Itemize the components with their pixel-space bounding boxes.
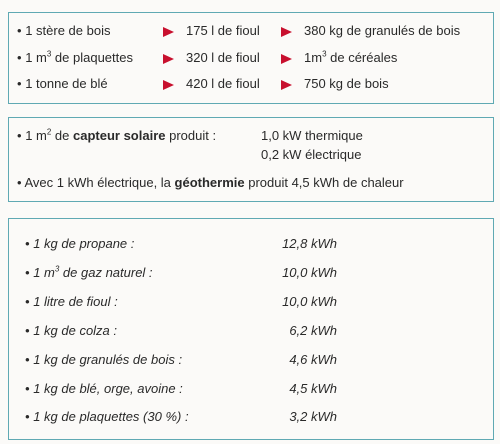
superscript: 2 xyxy=(46,127,52,137)
energy-row-value: 10,0 kWh xyxy=(282,265,337,280)
bullet: • xyxy=(25,381,30,396)
energy-row-value: 3,2 kWh xyxy=(289,409,337,424)
energy-row-value: 10,0 kWh xyxy=(282,294,337,309)
energy-label-text: 1 kg de granulés de bois : xyxy=(33,352,183,367)
bullet: • xyxy=(25,409,30,424)
bullet: • xyxy=(17,175,22,190)
bullet: • xyxy=(17,76,22,91)
bullet: • xyxy=(17,128,22,143)
solar-line xyxy=(17,128,216,143)
superscript: 3 xyxy=(46,49,52,59)
equivalence-other-text: 1m xyxy=(304,50,323,65)
energy-row-label xyxy=(25,352,182,367)
solar-text: 1 m xyxy=(25,128,47,143)
bullet: • xyxy=(25,323,30,338)
superscript: 3 xyxy=(54,264,60,274)
energy-label-text: 1 m xyxy=(33,265,55,280)
equivalence-fuel: 175 l de fioul xyxy=(186,23,260,38)
equivalence-other-text: de céréales xyxy=(326,50,398,65)
equivalence-source-text: de plaquettes xyxy=(51,50,133,65)
equivalence-other: 380 kg de granulés de bois xyxy=(304,23,461,38)
solar-thermal-value: 1,0 kW thermique xyxy=(261,128,363,143)
geothermal-keyword: géothermie xyxy=(174,175,245,190)
energy-row-value: 4,6 kWh xyxy=(289,352,337,367)
equivalence-other: 750 kg de bois xyxy=(304,76,389,91)
equivalence-source-text: 1 stère de bois xyxy=(25,23,111,38)
energy-row-label xyxy=(25,265,153,280)
bullet: • xyxy=(25,352,30,367)
equivalence-other xyxy=(304,50,397,65)
bullet: • xyxy=(25,294,30,309)
bullet: • xyxy=(17,50,22,65)
equivalence-source xyxy=(17,76,108,91)
energy-row-label xyxy=(25,323,117,338)
energy-label-text: de gaz naturel : xyxy=(59,265,153,280)
energy-label-text: 1 litre de fioul : xyxy=(33,294,118,309)
solar-text: produit : xyxy=(165,128,217,143)
energy-row-label xyxy=(25,381,183,396)
energy-row-label xyxy=(25,294,118,309)
energy-row-label xyxy=(25,236,134,251)
red-arrow-icon xyxy=(163,54,174,64)
solar-text: de xyxy=(51,128,73,143)
geothermal-text: produit 4,5 kWh de chaleur xyxy=(244,175,404,190)
energy-label-text: 1 kg de blé, orge, avoine : xyxy=(33,381,183,396)
red-arrow-icon xyxy=(281,80,292,90)
equivalence-fuel: 320 l de fioul xyxy=(186,50,260,65)
bullet: • xyxy=(25,236,30,251)
red-arrow-icon xyxy=(281,27,292,37)
energy-label-text: 1 kg de plaquettes (30 %) : xyxy=(33,409,189,424)
solar-keyword: capteur solaire xyxy=(73,128,166,143)
energy-label-text: 1 kg de colza : xyxy=(33,323,118,338)
red-arrow-icon xyxy=(163,27,174,37)
red-arrow-icon xyxy=(281,54,292,64)
geothermal-text: Avec 1 kWh électrique, la xyxy=(24,175,175,190)
bullet: • xyxy=(17,23,22,38)
energy-row-label xyxy=(25,409,189,424)
equivalence-source-text: 1 tonne de blé xyxy=(25,76,108,91)
energy-row-value: 12,8 kWh xyxy=(282,236,337,251)
superscript: 3 xyxy=(322,49,327,59)
solar-geothermal-box xyxy=(8,117,494,202)
red-arrow-icon xyxy=(163,80,174,90)
geothermal-line xyxy=(17,175,404,190)
solar-electric-value: 0,2 kW électrique xyxy=(261,147,362,162)
equivalence-source-text: 1 m xyxy=(25,50,47,65)
equivalence-source xyxy=(17,50,133,65)
equivalence-source xyxy=(17,23,110,38)
energy-row-value: 4,5 kWh xyxy=(289,381,337,396)
equivalences-box xyxy=(8,12,494,104)
energy-row-value: 6,2 kWh xyxy=(289,323,337,338)
equivalence-fuel: 420 l de fioul xyxy=(186,76,260,91)
bullet: • xyxy=(25,265,30,280)
energy-content-box xyxy=(8,218,494,440)
energy-label-text: 1 kg de propane : xyxy=(33,236,135,251)
